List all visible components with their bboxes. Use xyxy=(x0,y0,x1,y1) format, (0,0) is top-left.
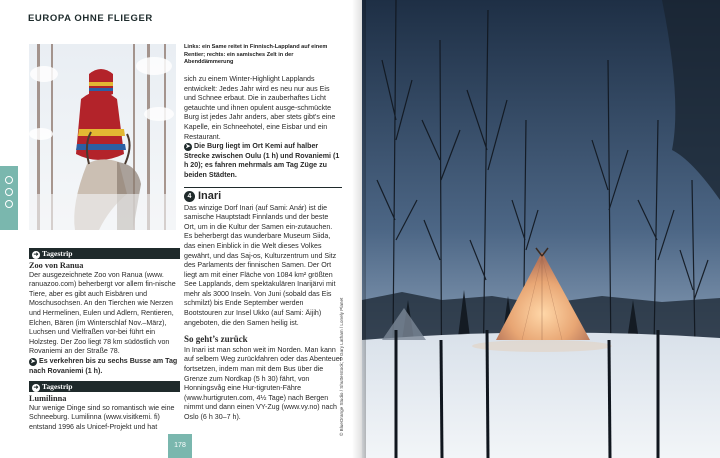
daytrip-label-text: Tagestrip xyxy=(42,249,73,258)
photo-sami-tent xyxy=(362,0,720,458)
inari-title: Inari xyxy=(198,189,222,202)
section-number-badge: 4 xyxy=(184,191,195,202)
right-text-column xyxy=(184,75,342,423)
daytrip-label-2 xyxy=(29,381,180,392)
circle-icon xyxy=(5,188,13,196)
circle-icon xyxy=(5,200,13,208)
intro-highlight-text: Die Burg liegt im Ort Kemi auf halber Strecke zwischen Oulu (1 h) und Rovaniemi (1 h 20); es fahren mehrmals am Tag Züge zu beiden Städten. xyxy=(184,142,340,179)
arrow-icon: ➜ xyxy=(33,385,39,392)
inari-paragraph: Das winzige Dorf Inari (auf Sami: Anár) ist die samische Hauptstadt Finnlands und der beste Ort, um in die Kultur der Samen ein-zutauchen. Es beherbergt das wunderbare Museum Siida, das einen Einblick in die Welt dieses Volkes gewährt, und das Saj-os, Kulturzentrum und Sitz des Parlaments der finnischen Samen. Der Ort liegt am mit einer Fläche von 1084 km² größten See Lapplands, dem spektakulären Inarijärvi mit mehr als 3000 Inseln. Von Juni (sobald das Eis schmilzt) bis Ende September werden Bootstouren zur Insel Ukko (auf Sami: Äijih) angeboten, die den Samen heilig ist. xyxy=(184,203,337,327)
inari-heading xyxy=(184,187,342,202)
section-title: EUROPA OHNE FLIEGER xyxy=(28,13,153,24)
circle-icon xyxy=(5,176,13,184)
page-number: 178 xyxy=(168,434,192,458)
return-heading: So geht’s zurück xyxy=(184,334,248,345)
daytrip-title-2: Lumilinna xyxy=(29,394,67,404)
left-text-column xyxy=(29,248,179,433)
bus-icon: ➤ xyxy=(185,144,191,151)
arrow-icon: ➜ xyxy=(33,252,39,258)
photo-sami-reindeer xyxy=(29,44,176,230)
side-tab xyxy=(0,166,18,230)
photo-credit: © BlueOrange Studio / Shutterstock; © Gary Latham / Lonely Planet xyxy=(339,297,344,436)
daytrip-paragraph-1: Der ausgezeichnete Zoo von Ranua (www. ranuazoo.com) beherbergt vor allem fin-nische Tiere, aber es gibt auch Eisbären und Moschusochsen. An den Tierchen wie Nerzen und Hermelinen, Eulen und Adlern, Rentieren, Elchen, Bären (im Winterschlaf Nov.–März), Luchsen und Vielfraßen vor-bei führt ein Holzsteg. Der Zoo liegt 78 km südöstlich von Rovaniemi an der Straße 78. xyxy=(29,270,176,356)
daytrip-label-text: Tagestrip xyxy=(42,382,73,392)
book-spine-shadow xyxy=(352,0,366,458)
return-paragraph: In Inari ist man schon weit im Norden. Man kann auf selbem Weg zurückfahren oder das Abenteuer fortsetzen, indem man mit dem Bus über die Grenze zum Nordkap (5 h 30) fährt, von Honningsvåg eine Hur-tigruten-Fähre (www.hurtigruten.com, 4½ Tage) nach Bergen nimmt und dann einen VY-Zug (www.vy.no) nach Oslo (6 h 30–7 h). xyxy=(184,345,342,421)
daytrip-highlight-text: Es verkehren bis zu sechs Busse am Tag nach Rovaniemi (1 h). xyxy=(29,356,178,375)
intro-highlight xyxy=(184,142,342,180)
daytrip-label-1 xyxy=(29,248,180,259)
daytrip-title-1: Zoo von Ranua xyxy=(29,261,84,270)
photo-caption: Links: ein Same reitet in Finnisch-Lappland auf einem Rentier; rechts: ein samisches Zelt in der Abenddämmerung xyxy=(184,44,328,66)
bus-icon: ➤ xyxy=(30,358,36,365)
daytrip-paragraph-2: Nur wenige Dinge sind so romantisch wie eine Schneeburg. Lumilinna (www.visitkemi. fi) entstand 1996 als Unicef-Projekt und hat xyxy=(29,403,175,431)
daytrip-highlight-1 xyxy=(29,357,179,376)
intro-paragraph: sich zu einem Winter-Highlight Lapplands entwickelt: Jedes Jahr wird es neu nur aus Eis und Schnee erbaut. Die in zauberhaftes Licht getauchte und ihnen opulent ausge-schmückte Burg ist jedes Jahr anders, aber stets gibt’s eine Kapelle, ein Schneehotel, eine Eisbar und ein Restaurant. xyxy=(184,75,336,141)
